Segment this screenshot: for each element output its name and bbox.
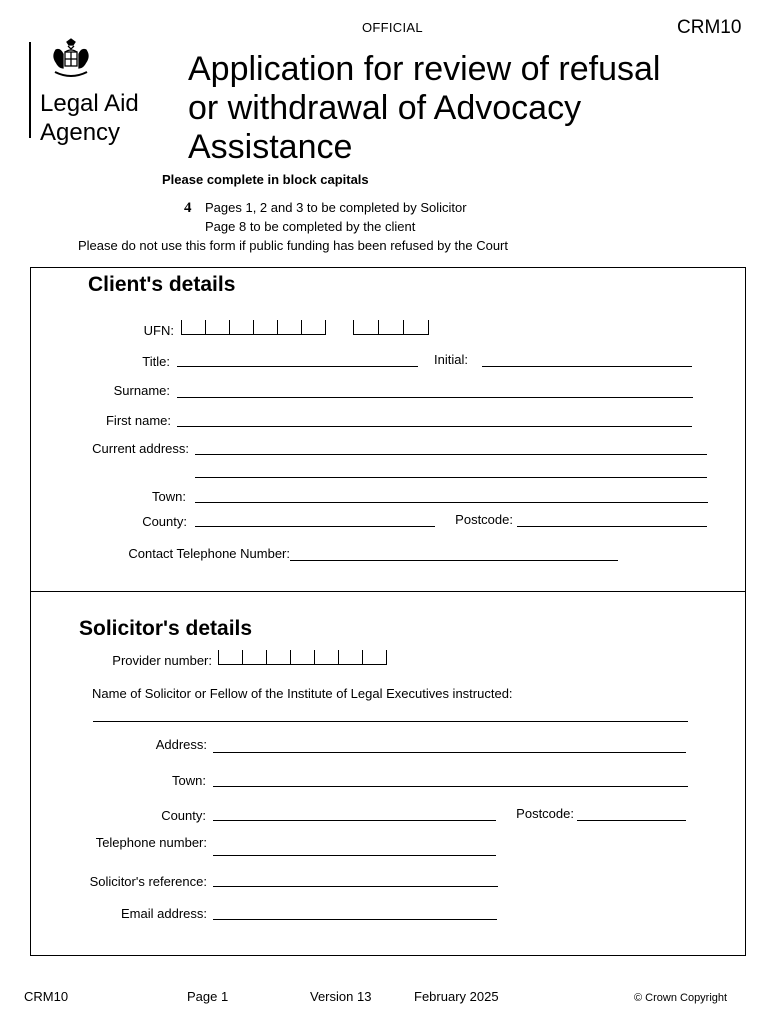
agency-name-line2: Agency <box>40 119 121 146</box>
solicitor-address-label: Address: <box>155 737 207 752</box>
current-address-label: Current address: <box>92 441 189 456</box>
solicitor-postcode-field[interactable] <box>577 820 686 821</box>
note-marker: 4 <box>184 200 192 216</box>
solicitor-reference-label: Solicitor's reference: <box>89 874 207 889</box>
provider-number-label: Provider number: <box>112 653 212 668</box>
client-details-section <box>30 267 746 592</box>
ufn-cells-part2[interactable] <box>353 320 429 335</box>
client-title-label: Title: <box>142 354 170 369</box>
royal-crest-icon <box>50 38 92 82</box>
solicitor-details-section <box>30 590 746 956</box>
provider-number-cells[interactable] <box>218 650 387 665</box>
client-town-field[interactable] <box>195 502 708 503</box>
first-name-field[interactable] <box>177 426 692 427</box>
solicitor-town-label: Town: <box>172 773 206 788</box>
client-postcode-field[interactable] <box>517 526 707 527</box>
footer-page-number: Page 1 <box>187 989 229 1004</box>
classification-label: OFFICIAL <box>362 20 423 35</box>
current-address-field-2[interactable] <box>195 477 707 478</box>
footer-version: Version 13 <box>310 989 372 1004</box>
block-capitals-instruction: Please complete in block capitals <box>162 172 369 187</box>
solicitor-phone-field[interactable] <box>213 855 496 856</box>
title-line-1: Application for review of refusal <box>188 50 661 88</box>
solicitor-phone-label: Telephone number: <box>95 835 207 850</box>
solicitor-details-heading: Solicitor's details <box>79 617 253 640</box>
footer-date: February 2025 <box>414 989 499 1004</box>
solicitor-reference-field[interactable] <box>213 886 498 887</box>
agency-name-line1: Legal Aid <box>40 90 139 117</box>
email-address-field[interactable] <box>213 919 497 920</box>
ufn-cells-part1[interactable] <box>181 320 326 335</box>
current-address-field-1[interactable] <box>195 454 707 455</box>
agency-logo-text <box>40 89 139 147</box>
title-line-2: or withdrawal of Advocacy <box>188 89 582 127</box>
client-title-field[interactable] <box>177 366 418 367</box>
surname-label: Surname: <box>113 383 170 398</box>
logo-divider <box>29 42 31 138</box>
note-line-2: Page 8 to be completed by the client <box>205 219 416 234</box>
solicitor-county-field[interactable] <box>213 820 496 821</box>
solicitor-town-field[interactable] <box>213 786 688 787</box>
funding-warning: Please do not use this form if public funding has been refused by the Court <box>78 238 508 253</box>
solicitor-name-label: Name of Solicitor or Fellow of the Institute of Legal Executives instructed: <box>92 686 513 701</box>
client-town-label: Town: <box>152 489 186 504</box>
solicitor-name-field[interactable] <box>93 721 688 722</box>
form-code: CRM10 <box>677 17 742 38</box>
contact-phone-field[interactable] <box>290 560 618 561</box>
client-initial-field[interactable] <box>482 366 692 367</box>
solicitor-postcode-label: Postcode: <box>516 806 574 821</box>
client-county-label: County: <box>142 514 187 529</box>
ufn-label: UFN: <box>143 323 174 338</box>
surname-field[interactable] <box>177 397 693 398</box>
footer-form-code: CRM10 <box>24 989 69 1004</box>
contact-phone-label: Contact Telephone Number: <box>128 546 290 561</box>
solicitor-county-label: County: <box>161 808 206 823</box>
title-line-3: Assistance <box>188 128 353 166</box>
client-details-heading: Client's details <box>88 273 236 296</box>
client-county-field[interactable] <box>195 526 435 527</box>
first-name-label: First name: <box>105 413 171 428</box>
footer-copyright: © Crown Copyright <box>634 992 728 1004</box>
email-address-label: Email address: <box>121 906 207 921</box>
client-initial-label: Initial: <box>434 352 468 367</box>
solicitor-address-field[interactable] <box>213 752 686 753</box>
note-line-1: Pages 1, 2 and 3 to be completed by Solicitor <box>205 200 467 215</box>
client-postcode-label: Postcode: <box>455 512 513 527</box>
form-title <box>188 50 660 167</box>
